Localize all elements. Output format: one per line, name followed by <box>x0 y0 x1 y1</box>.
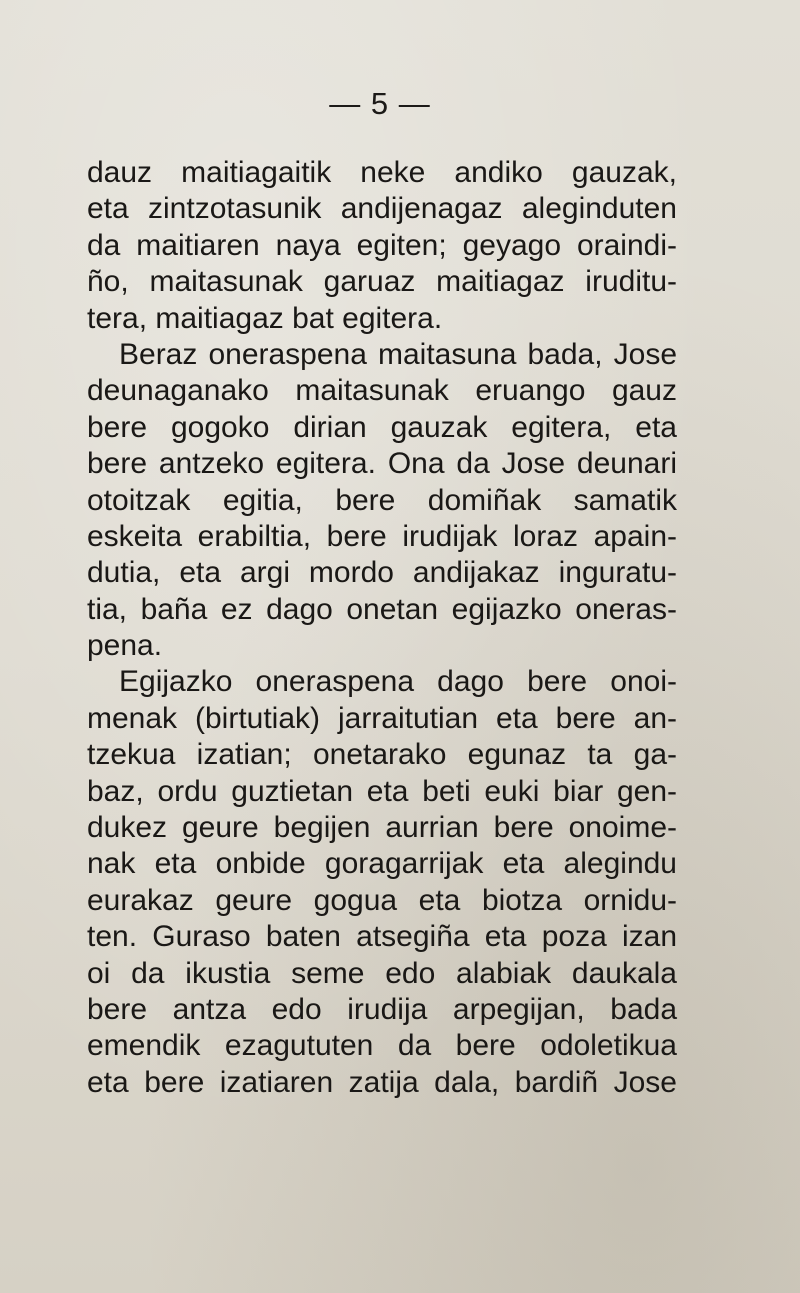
text-line: bere antza edo irudija arpegijan, bada <box>87 992 677 1026</box>
text-line: Egijazko oneraspena dago bere onoi- <box>119 665 677 699</box>
text-line: tia, baña ez dago onetan egijazko oneras- <box>87 592 677 626</box>
text-line: da maitiaren naya egiten; geyago oraindi- <box>87 228 677 262</box>
text-line: pena. <box>87 629 163 663</box>
text-line: oi da ikustia seme edo alabiak daukala <box>87 956 677 990</box>
body-text <box>87 155 677 1101</box>
text-line: ten. Guraso baten atsegiña eta poza izan <box>87 920 677 954</box>
text-line: dutia, eta argi mordo andijakaz inguratu- <box>87 556 677 590</box>
text-line: ño, maitasunak garuaz maitiagaz iruditu- <box>87 265 677 299</box>
page-number: — 5 — <box>329 86 431 121</box>
text-line: menak (birtutiak) jarraitutian eta bere an- <box>87 701 677 735</box>
text-line: nak eta onbide goragarrijak eta alegindu <box>87 847 677 881</box>
text-line: Beraz oneraspena maitasuna bada, Jose <box>119 337 677 371</box>
text-line: tera, maitiagaz bat egitera. <box>87 301 443 335</box>
text-line: eskeita erabiltia, bere irudijak loraz apain- <box>87 519 677 553</box>
text-line: eta zintzotasunik andijenagaz aleginduten <box>87 192 677 226</box>
text-line: emendik ezagututen da bere odoletikua <box>87 1029 677 1063</box>
text-line: otoitzak egitia, bere domiñak samatik <box>87 483 677 517</box>
text-line: deunaganako maitasunak eruango gauz <box>87 374 677 408</box>
text-line: dauz maitiagaitik neke andiko gauzak, <box>87 156 677 189</box>
text-line: eta bere izatiaren zatija dala, bardiñ Jose <box>87 1065 677 1099</box>
text-line: dukez geure begijen aurrian bere onoime- <box>87 811 677 845</box>
text-line: bere antzeko egitera. Ona da Jose deunari <box>87 447 677 481</box>
text-line: baz, ordu guztietan eta beti euki biar gen- <box>87 774 677 808</box>
text-line: tzekua izatian; onetarako egunaz ta ga- <box>87 738 677 772</box>
text-line: bere gogoko dirian gauzak egitera, eta <box>87 410 677 444</box>
text-line: eurakaz geure gogua eta biotza ornidu- <box>87 883 677 917</box>
